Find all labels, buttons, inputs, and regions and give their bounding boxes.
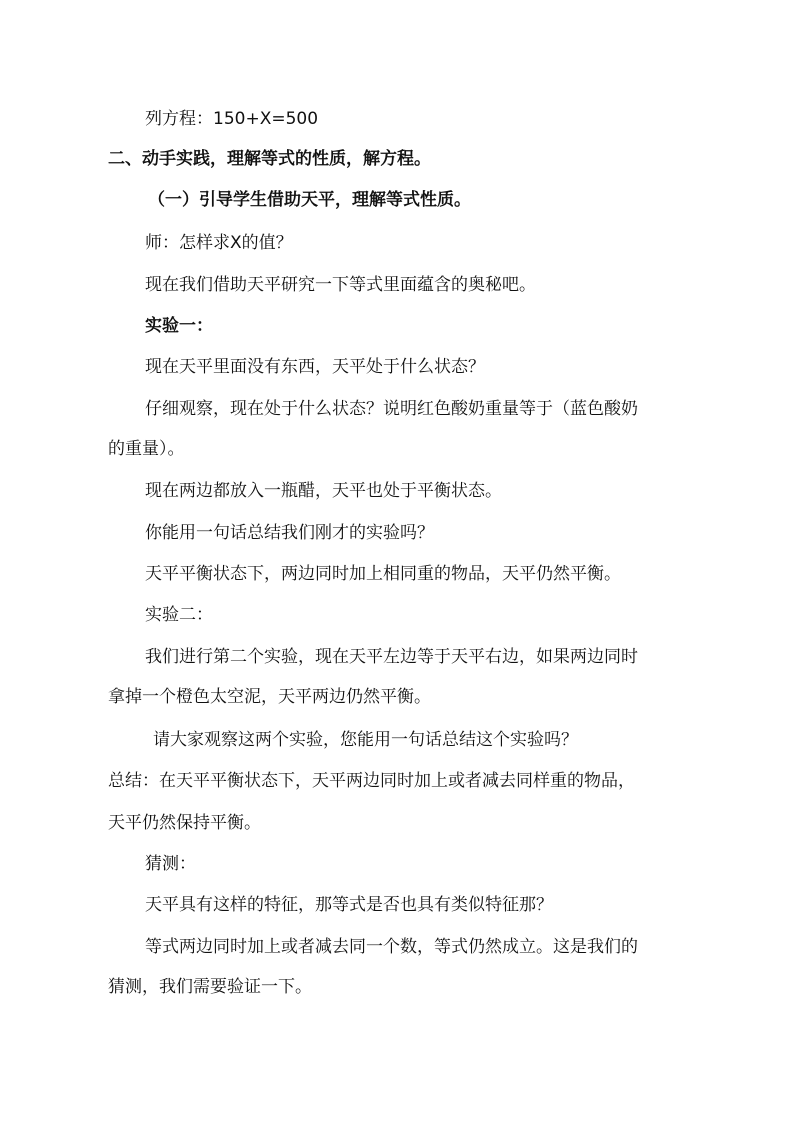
subsection-heading: （一）引导学生借助天平，理解等式性质。: [148, 190, 471, 210]
paragraph: 现在我们借助天平研究一下等式里面蕴含的奥秘吧。: [145, 275, 536, 295]
section-heading: 二、动手实践，理解等式的性质，解方程。: [108, 149, 431, 169]
paragraph: 现在两边都放入一瓶醋，天平也处于平衡状态。: [145, 481, 502, 501]
paragraph: 请大家观察这两个实验，您能用一句话总结这个实验吗？: [153, 730, 578, 750]
paragraph: 仔细观察，现在处于什么状态？说明红色酸奶重量等于（蓝色酸奶: [145, 399, 638, 419]
experiment-two-heading: 实验二：: [145, 605, 213, 625]
paragraph-continuation: 拿掉一个橙色太空泥，天平两边仍然平衡。: [108, 687, 431, 707]
paragraph: 你能用一句话总结我们刚才的实验吗？: [145, 523, 434, 543]
paragraph: 我们进行第二个实验，现在天平左边等于天平右边，如果两边同时: [145, 647, 638, 667]
paragraph: 师：怎样求X的值？: [145, 233, 293, 253]
paragraph-continuation: 的重量）。: [108, 439, 185, 459]
equation-line: 列方程：150+X=500: [145, 109, 319, 129]
guess-heading: 猜测：: [145, 854, 196, 874]
paragraph-continuation: 天平仍然保持平衡。: [108, 813, 261, 833]
paragraph: 天平平衡状态下，两边同时加上相同重的物品，天平仍然平衡。: [145, 564, 621, 584]
paragraph: 天平具有这样的特征，那等式是否也具有类似特征那？: [145, 895, 553, 915]
paragraph: 等式两边同时加上或者减去同一个数，等式仍然成立。这是我们的: [145, 937, 638, 957]
summary-paragraph: 总结：在天平平衡状态下，天平两边同时加上或者减去同样重的物品，: [108, 771, 635, 791]
experiment-one-heading: 实验一：: [145, 316, 213, 336]
paragraph: 现在天平里面没有东西，天平处于什么状态？: [145, 357, 485, 377]
paragraph-continuation: 猜测，我们需要验证一下。: [108, 977, 312, 997]
